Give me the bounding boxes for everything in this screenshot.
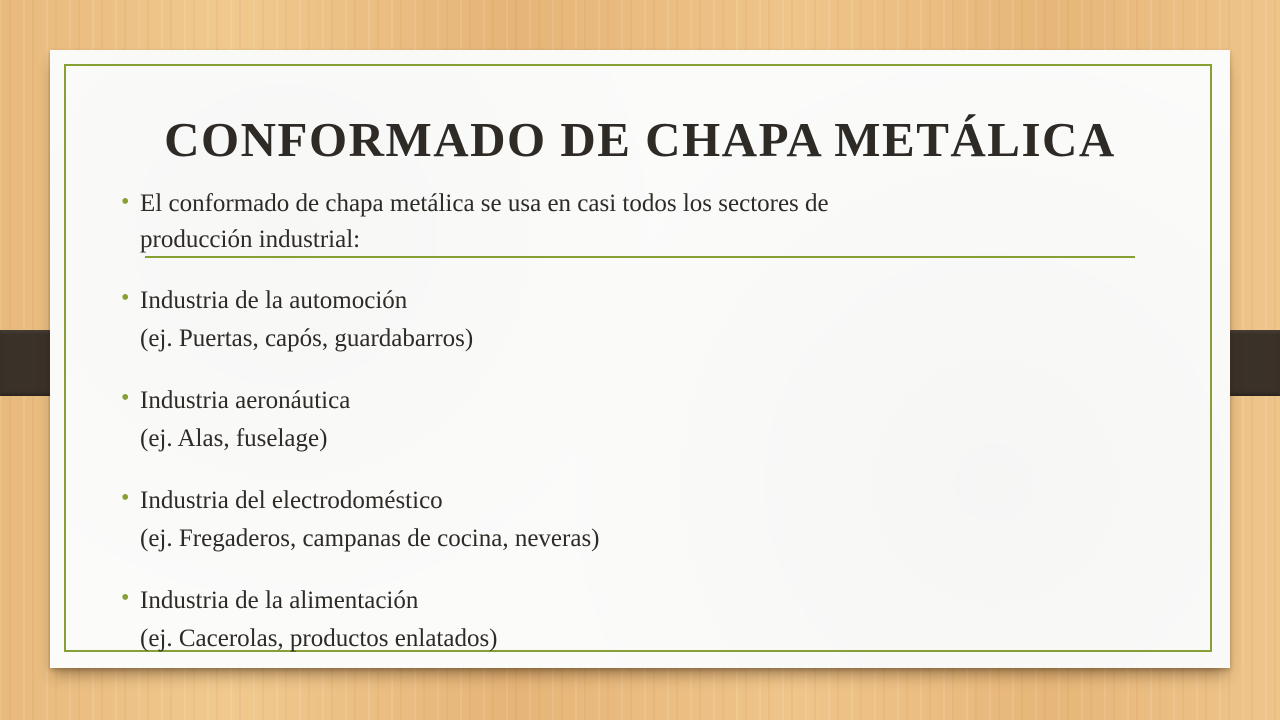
bullet-icon: • <box>121 485 130 511</box>
item-heading: Industria de la automoción <box>140 287 408 314</box>
item-heading: Industria del electrodoméstico <box>140 487 443 514</box>
bullet-icon: • <box>121 189 130 215</box>
bullet-icon: • <box>121 285 130 311</box>
item-example: (ej. Puertas, capós, guardabarros) <box>140 325 474 352</box>
bullet-icon: • <box>121 585 130 611</box>
item-text: El conformado de chapa metálica se usa en casi todos los sectores de <box>140 190 829 217</box>
item-example: (ej. Fregaderos, campanas de cocina, neveras) <box>140 525 600 552</box>
item-heading: Industria de la alimentación <box>140 587 419 614</box>
list-item <box>121 482 1150 558</box>
list-item <box>121 282 1150 358</box>
item-example: (ej. Cacerolas, productos enlatados) <box>140 625 498 652</box>
list-item <box>121 382 1150 458</box>
item-text: producción industrial: <box>140 226 361 253</box>
slide-title: CONFORMADO DE CHAPA METÁLICA <box>164 112 1116 167</box>
list-item <box>121 582 1150 658</box>
bullet-list <box>121 186 1150 682</box>
slide-paper <box>50 50 1230 668</box>
list-item <box>121 186 1150 258</box>
item-heading: Industria aeronáutica <box>140 387 351 414</box>
bullet-icon: • <box>121 385 130 411</box>
item-example: (ej. Alas, fuselage) <box>140 425 328 452</box>
